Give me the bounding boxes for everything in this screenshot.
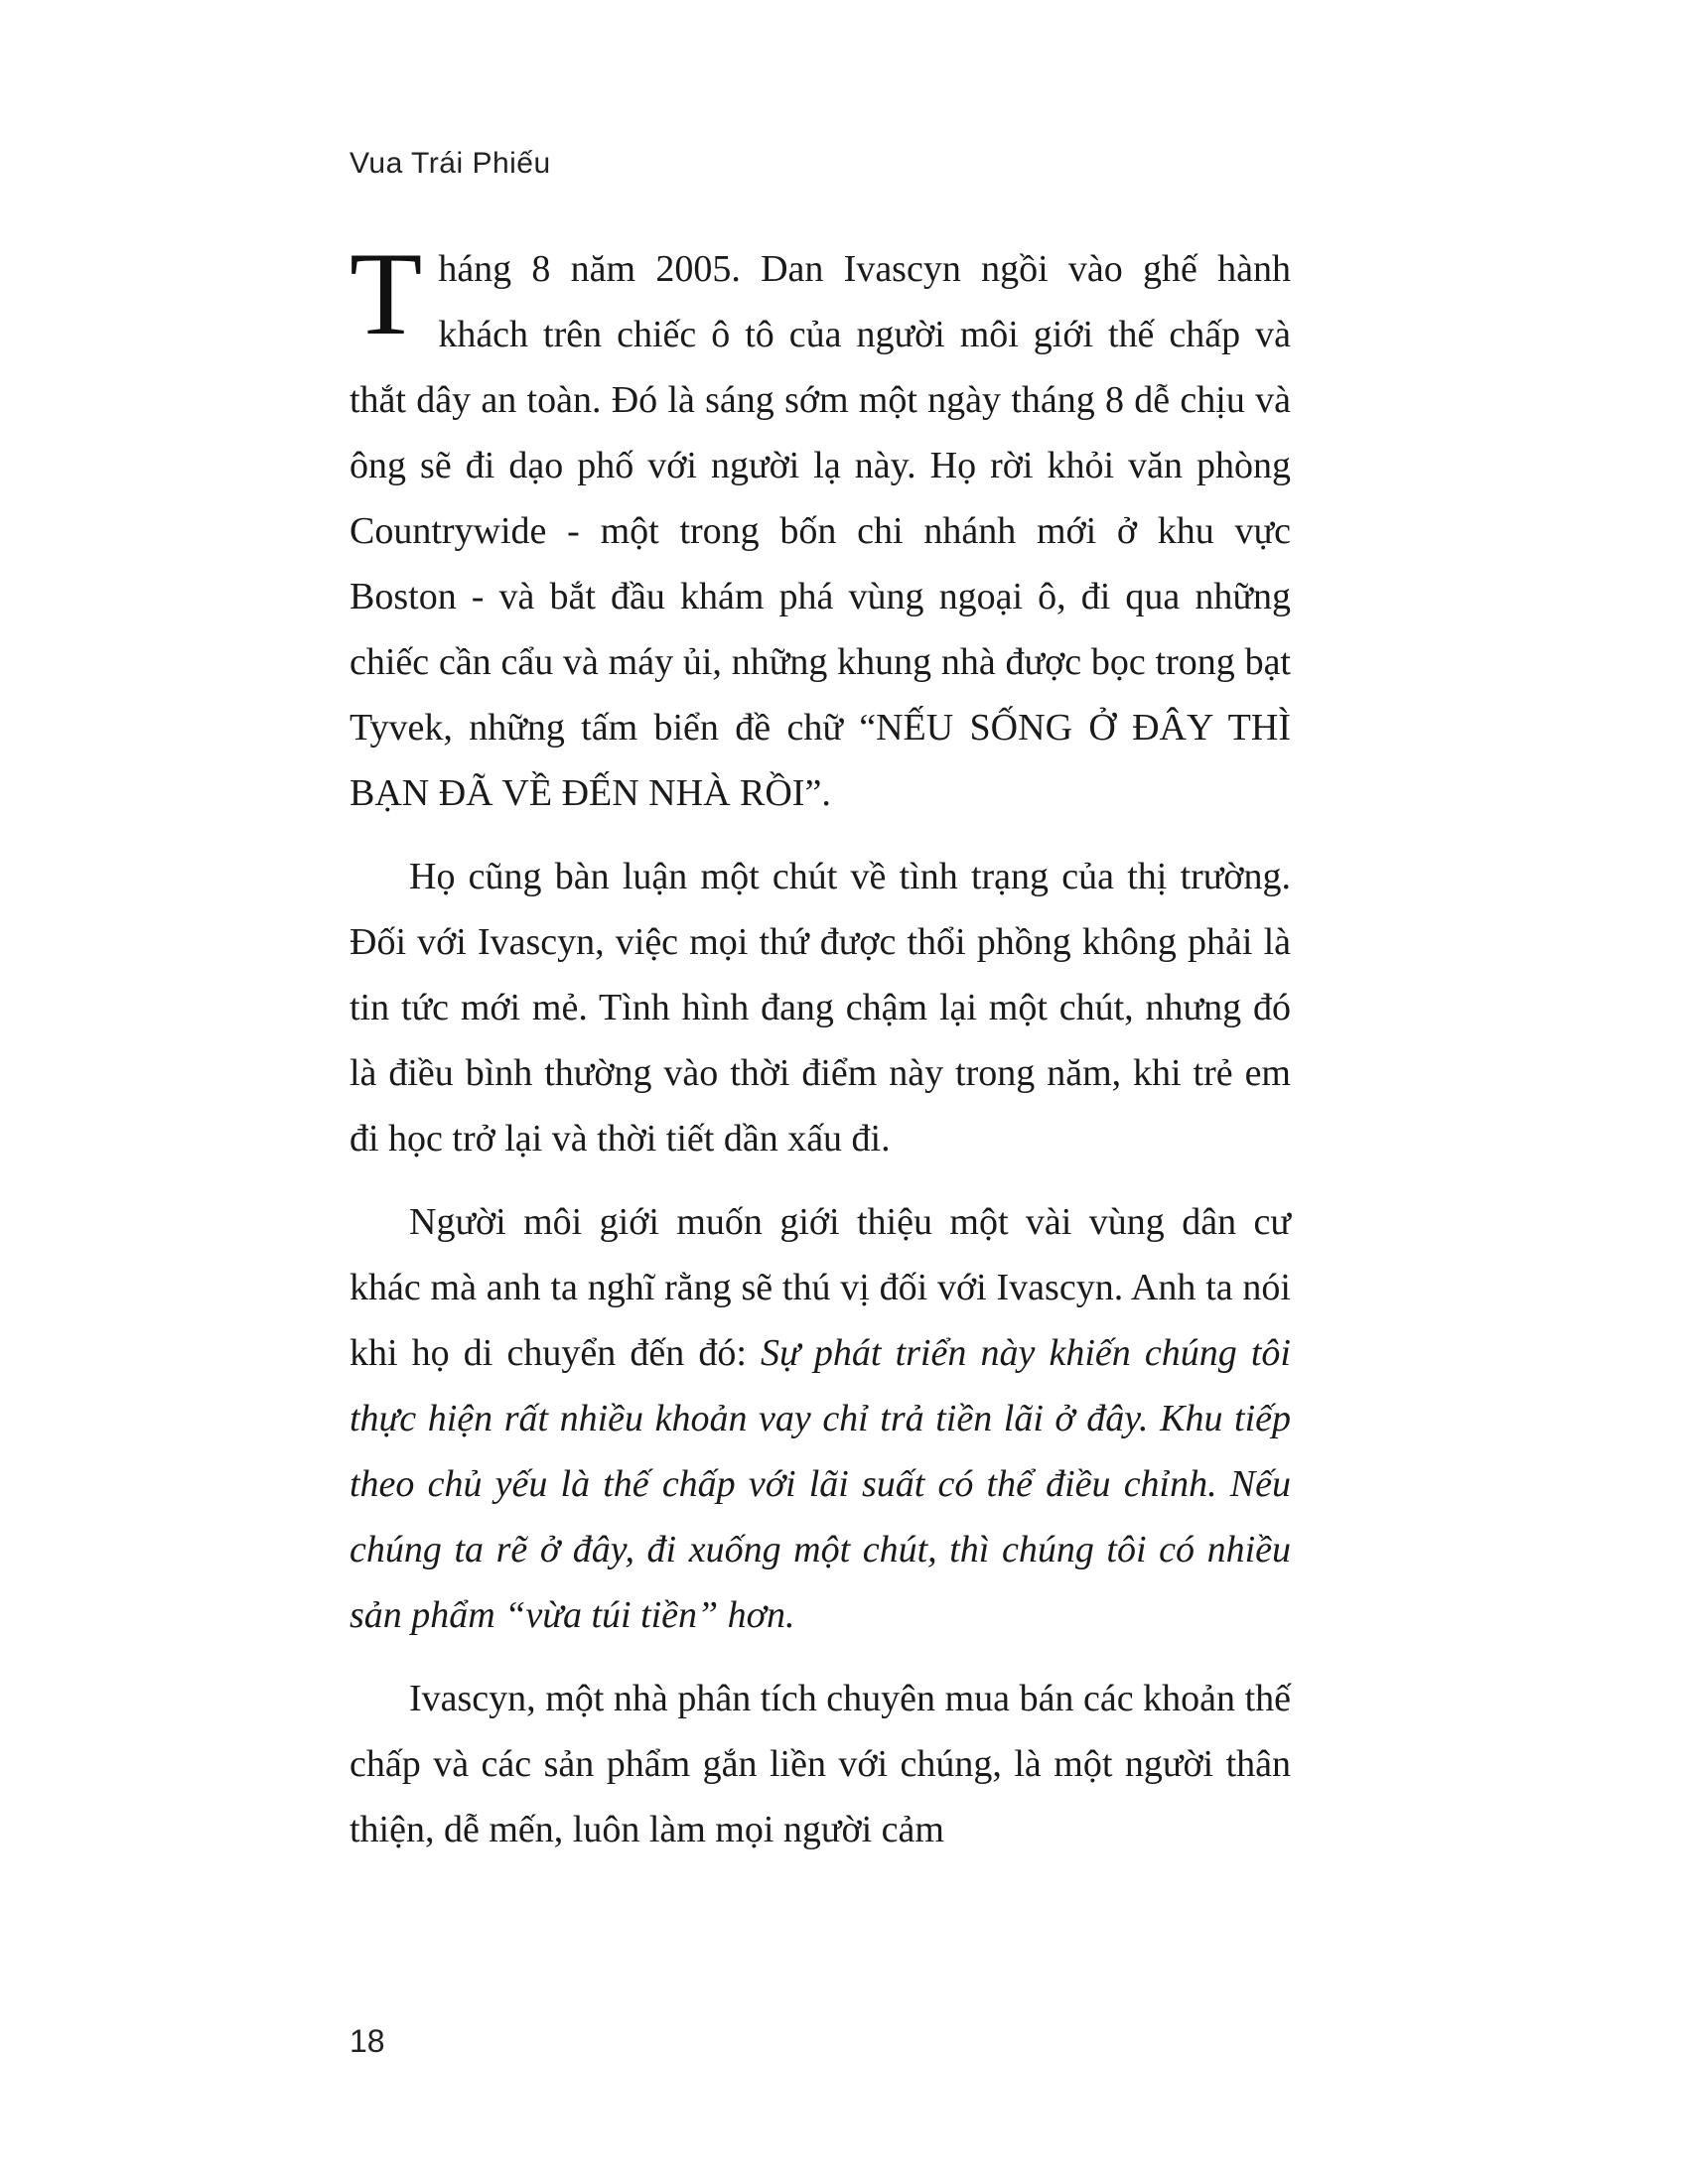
text-segment: Người môi giới muốn giới thiệu một vài vùng dân cư khác mà anh ta nghĩ rằng sẽ thú vị đối với Ivascyn. Anh ta nói khi họ di chuyển đến đó: bbox=[350, 1201, 1291, 1374]
text-segment-italic: Sự phát triển này khiến chúng tôi thực hiện rất nhiều khoản vay chỉ trả tiền lãi ở đây. Khu tiếp theo chủ yếu là thế chấp với lãi suất có thể điều chỉnh. Nếu chúng ta rẽ ở đây, đi xuống một chút, thì chúng tôi có nhiều sản phẩm “vừa túi tiền” hơn. bbox=[350, 1332, 1291, 1636]
paragraph bbox=[350, 1189, 1291, 1648]
running-header: Vua Trái Phiếu bbox=[350, 147, 551, 180]
text-segment: Họ cũng bàn luận một chút về tình trạng của thị trường. Đối với Ivascyn, việc mọi thứ được thổi phồng không phải là tin tức mới mẻ. Tình hình đang chậm lại một chút, nhưng đó là điều bình thường vào thời điểm này trong năm, khi trẻ em đi học trở lại và thời tiết dần xấu đi. bbox=[350, 856, 1291, 1160]
body-text bbox=[350, 227, 1291, 1880]
paragraph bbox=[350, 1666, 1291, 1862]
page-number: 18 bbox=[350, 2023, 385, 2059]
text-segment: háng 8 năm 2005. Dan Ivascyn ngồi vào ghế hành khách trên chiếc ô tô của người môi giới thế chấp và thắt dây an toàn. Đó là sáng sớm một ngày tháng 8 dễ chịu và ông sẽ đi dạo phố với người lạ này. Họ rời khỏi văn phòng Countrywide - một trong bốn chi nhánh mới ở khu vực Boston - và bắt đầu khám phá vùng ngoại ô, đi qua những chiếc cần cẩu và máy ủi, những khung nhà được bọc trong bạt Tyvek, những tấm biển đề chữ “NẾU SỐNG Ở ĐÂY THÌ BẠN ĐÃ VỀ ĐẾN NHÀ RỒI”. bbox=[350, 248, 1291, 814]
paragraph bbox=[350, 227, 1291, 826]
drop-cap: T bbox=[350, 227, 423, 359]
paragraph bbox=[350, 844, 1291, 1171]
text-segment: Ivascyn, một nhà phân tích chuyên mua bán các khoản thế chấp và các sản phẩm gắn liền với chúng, là một người thân thiện, dễ mến, luôn làm mọi người cảm bbox=[350, 1678, 1291, 1850]
